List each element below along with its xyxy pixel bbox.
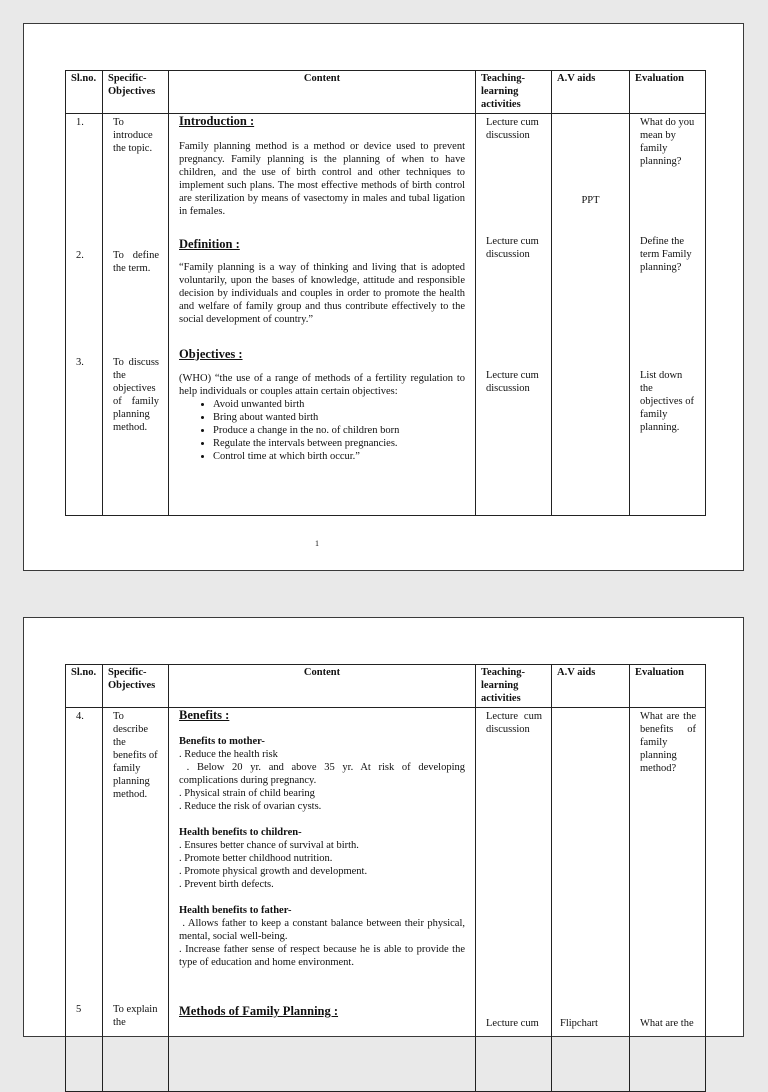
benefit-line: . Prevent birth defects. (179, 879, 274, 890)
table-row (66, 114, 706, 516)
av-aid-text: PPT (581, 195, 600, 206)
section-text: (WHO) “the use of a range of methods of a fertility regulation to help individuals or couples attain certain objectives: (179, 373, 465, 397)
benefit-group-father (179, 904, 468, 969)
benefit-group-children (179, 826, 465, 891)
evaluation-text: What are the (640, 1018, 694, 1029)
definition-section (179, 238, 465, 326)
lesson-plan-table (65, 70, 706, 516)
list-item: • Avoid unwanted birth (213, 398, 465, 411)
benefit-line: . Reduce the health risk (179, 749, 278, 760)
header-slno: Sl.no. (66, 665, 103, 708)
objective-text: To discuss the objectives of family planning method. (113, 357, 159, 433)
slno-cell (66, 708, 103, 1092)
header-objectives: Specific- Objectives (103, 665, 169, 708)
av-aid-text: Flipchart (560, 1018, 598, 1029)
evaluation-cell (630, 114, 706, 516)
section-title: Objectives : (179, 347, 243, 361)
activity-text: Lecture cum discussion (486, 711, 542, 735)
benefit-line: . Promote physical growth and development. (179, 866, 368, 877)
section-text: Family planning method is a method or device used to prevent pregnancy. Family planning is the planning of when to have children, and the use of birth control and other techniques to implement such plans. The most effective methods of birth control are sterilization by means of vasectomy in males and tubal ligation in females. (179, 141, 465, 217)
header-teaching: Teaching- learning activities (476, 665, 552, 708)
activity-text: Lecture cum (486, 1018, 539, 1029)
objective-text: To define the term. (113, 250, 159, 274)
evaluation-text: Define the term Family planning? (640, 236, 692, 273)
header-av-aids: A.V aids (552, 71, 630, 114)
header-evaluation: Evaluation (630, 665, 706, 708)
benefit-group-mother (179, 735, 468, 813)
subsection-title: Health benefits to children- (179, 827, 302, 838)
introduction-section (179, 115, 465, 218)
page-number: 1 (315, 539, 319, 548)
subsection-title: Health benefits to father- (179, 905, 292, 916)
evaluation-cell (630, 708, 706, 1092)
section-title: Definition : (179, 237, 240, 251)
header-av-aids: A.V aids (552, 665, 630, 708)
table-header-row (66, 71, 706, 114)
objective-text: To describe the benefits of family planning method. (113, 711, 158, 800)
section-text: “Family planning is a way of thinking and living that is adopted voluntarily, upon the bases of knowledge, attitude and responsible decision by individuals and couples in order to promote the health and welfare of family group and thus contribute effectively to the social development of country.” (179, 262, 465, 325)
objectives-section (179, 348, 465, 463)
table-header-row (66, 665, 706, 708)
header-content: Content (169, 665, 476, 708)
header-teaching: Teaching- learning activities (476, 71, 552, 114)
evaluation-text: What do you mean by family planning? (640, 117, 695, 167)
header-content: Content (169, 71, 476, 114)
benefit-line: . Promote better childhood nutrition. (179, 853, 333, 864)
list-item: • Regulate the intervals between pregnancies. (213, 437, 465, 450)
document-page-2 (23, 617, 744, 1037)
header-objectives: Specific- Objectives (103, 71, 169, 114)
slno-cell (66, 114, 103, 516)
objective-text: To introduce the topic. (113, 117, 153, 154)
section-title: Introduction : (179, 114, 255, 128)
objectives-bullet-list (179, 398, 465, 463)
evaluation-text: What are the benefits of family planning method? (640, 711, 696, 774)
header-slno: Sl.no. (66, 71, 103, 114)
av-aids-cell (552, 114, 630, 516)
table-row (66, 708, 706, 1092)
list-item: • Bring about wanted birth (213, 411, 465, 424)
activity-text: Lecture cum discussion (486, 236, 539, 260)
activity-text: Lecture cum discussion (486, 370, 539, 394)
section-title: Methods of Family Planning : (179, 1004, 339, 1018)
benefit-line: . Allows father to keep a constant balance between their physical, mental, social well-being. (179, 918, 468, 942)
objectives-cell (103, 708, 169, 1092)
content-cell (169, 708, 476, 1092)
subsection-title: Benefits to mother- (179, 736, 265, 747)
list-item: • Produce a change in the no. of children born (213, 424, 465, 437)
row-number: 3. (76, 357, 84, 368)
evaluation-text: List down the objectives of family planning. (640, 370, 694, 433)
row-number: 2. (76, 250, 84, 261)
activity-text: Lecture cum discussion (486, 117, 539, 141)
av-aids-cell (552, 708, 630, 1092)
section-title: Benefits : (179, 708, 230, 722)
benefit-line: . Physical strain of child bearing (179, 788, 315, 799)
list-item: • Control time at which birth occur.” (213, 450, 465, 463)
lesson-plan-table (65, 664, 706, 1092)
benefit-line: . Below 20 yr. and above 35 yr. At risk of developing complications during pregnancy. (179, 762, 468, 786)
content-cell (169, 114, 476, 516)
row-number: 5 (76, 1004, 82, 1015)
objective-text: To explain the (113, 1004, 158, 1028)
row-number: 4. (76, 711, 84, 722)
benefit-line: . Ensures better chance of survival at birth. (179, 840, 359, 851)
document-page-1 (23, 23, 744, 571)
teaching-cell (476, 114, 552, 516)
benefits-section (179, 708, 468, 969)
benefit-line: . Reduce the risk of ovarian cysts. (179, 801, 322, 812)
row-number: 1. (76, 117, 84, 128)
benefit-line: . Increase father sense of respect because he is able to provide the type of education and home environment. (179, 944, 465, 968)
teaching-cell (476, 708, 552, 1092)
objectives-cell (103, 114, 169, 516)
header-evaluation: Evaluation (630, 71, 706, 114)
